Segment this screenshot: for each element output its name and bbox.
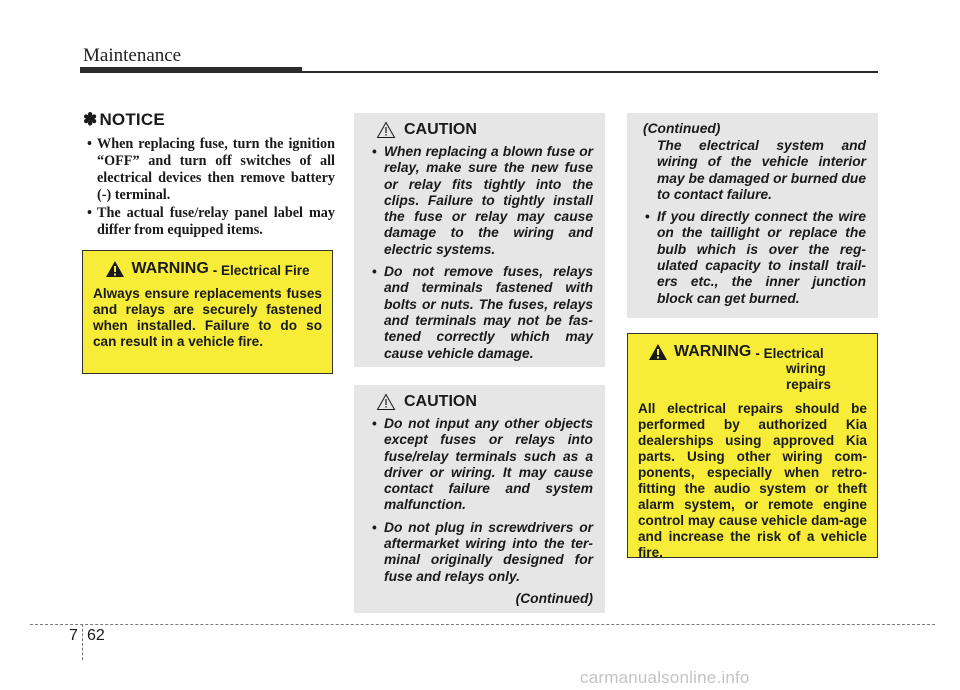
notice-heading xyxy=(83,110,335,130)
warning-box-electrical-fire xyxy=(82,250,333,374)
caution-list xyxy=(643,209,866,307)
warning-subtitle-line2: wiring repairs xyxy=(786,361,832,392)
caution-item: • Do not plug in screwdrivers or aftermarket wiring into the ter-minal originally designed for fuse and relays only. xyxy=(370,520,593,585)
notice-title: NOTICE xyxy=(99,110,165,129)
warning-heading xyxy=(638,343,867,393)
watermark-text: carmanualsonline.info xyxy=(580,668,750,687)
warning-body: All electrical repairs should be performed by authorized Kia dealerships using approved Kia parts. Using other wiring com-ponents, especially when retro-fitting the audio system or theft alarm system, or remote engine control may cause vehicle dam-age and increase the risk of a vehicle fire. xyxy=(638,401,867,560)
notice-item: • When replacing fuse, turn the ignition “OFF” and turn off switches of all electrical devices then remove battery (-) terminal. xyxy=(83,136,335,204)
caution-item: • When replacing a blown fuse or relay, make sure the new fuse or relay fits tightly into the clips. Failure to tightly install the fuse or relay may cause damage to the wiring and electric systems. xyxy=(370,144,593,258)
continued-label: (Continued) xyxy=(643,121,721,136)
caution-word: CAUTION xyxy=(404,393,477,410)
caution-heading xyxy=(370,121,593,139)
warning-heading xyxy=(93,260,322,278)
footer-vertical-divider xyxy=(82,624,83,660)
page-header-title: Maintenance xyxy=(83,45,182,66)
warning-subtitle: - Electrical Fire xyxy=(212,263,310,278)
page-number: 62 xyxy=(87,627,105,644)
caution-box-continued xyxy=(627,113,878,318)
caution-triangle-icon xyxy=(376,393,396,411)
warning-box-wiring-repairs xyxy=(627,333,878,558)
notice-star-icon: ✽ xyxy=(83,110,98,129)
continued-label: (Continued) xyxy=(515,590,593,606)
caution-box-fuse-replacement xyxy=(354,113,605,367)
warning-subtitle: - Electrical xyxy=(755,346,824,361)
caution-item: • Do not remove fuses, relays and terminals fastened with bolts or nuts. The fuses, relays and terminals may not be fas-tened correctly which may cause vehicle damage. xyxy=(370,264,593,362)
footer-divider xyxy=(30,624,935,625)
section-number: 7 xyxy=(69,627,78,644)
caution-heading xyxy=(370,393,593,411)
warning-word: WARNING xyxy=(674,343,752,360)
caution-word: CAUTION xyxy=(404,121,477,138)
caution-paragraph: The electrical system and wiring of the vehicle interior may be damaged or burned due to contact failure. xyxy=(657,138,866,202)
caution-item: • If you directly connect the wire on the taillight or replace the bulb which is over the reg-ulated capacity to install trail-ers etc., the inner junction block can get burned. xyxy=(643,209,866,307)
caution-item: • Do not input any other objects except fuses or relays into fuse/relay terminals such as a driver or wiring. It may cause contact failure and system malfunction. xyxy=(370,416,593,514)
caution-list xyxy=(370,144,593,362)
caution-box-foreign-objects xyxy=(354,385,605,613)
caution-list xyxy=(370,416,593,585)
notice-list xyxy=(83,136,335,239)
warning-triangle-icon xyxy=(648,343,668,361)
header-rule-thin xyxy=(302,71,878,73)
notice-item: • The actual fuse/relay panel label may differ from equipped items. xyxy=(83,205,335,239)
warning-body: Always ensure replacements fuses and relays are securely fastened when installed. Failure to do so can result in a vehicle fire. xyxy=(93,286,322,349)
notice-section xyxy=(83,110,335,240)
header-rule-thick xyxy=(80,67,302,73)
warning-word: WARNING xyxy=(131,260,209,277)
caution-triangle-icon xyxy=(376,121,396,139)
warning-triangle-icon xyxy=(105,260,125,278)
